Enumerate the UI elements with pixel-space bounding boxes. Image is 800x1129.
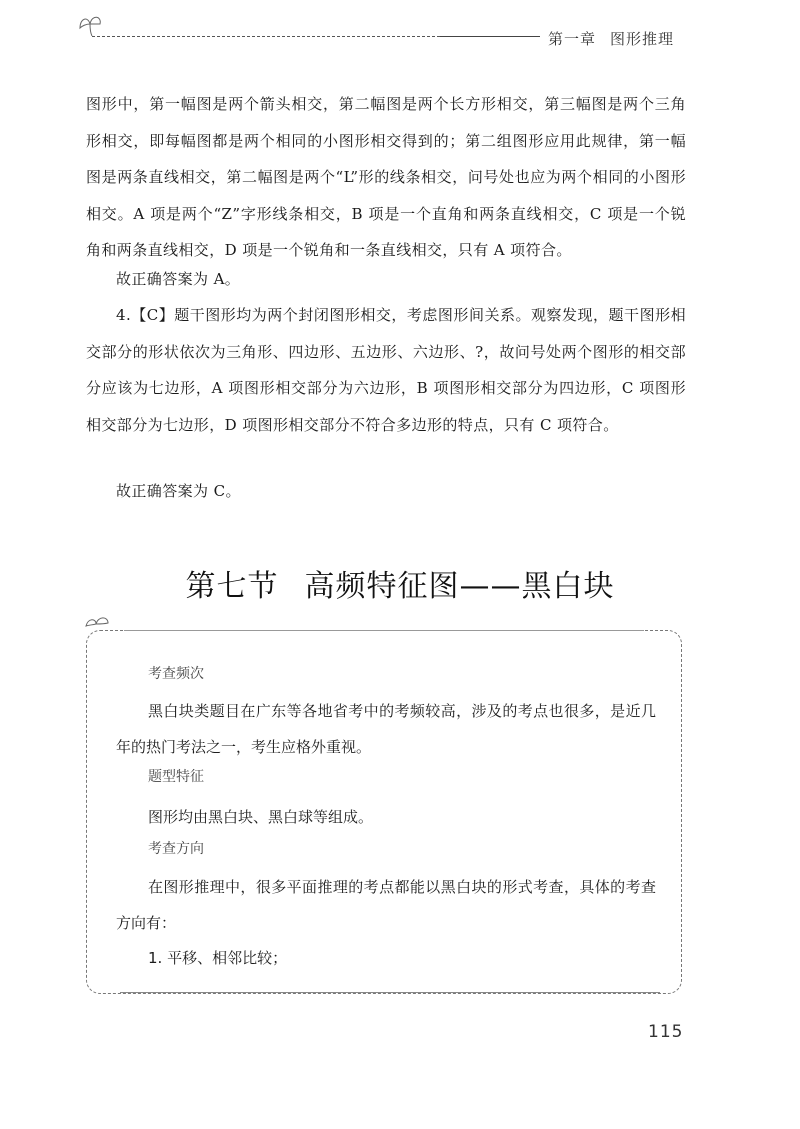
body-paragraph-question-4: 4.【C】题干图形均为两个封闭图形相交，考虑图形间关系。观察发现，题干图形相交部分的形状依次为三角形、四边形、五边形、六边形、?，故问号处两个图形的相交部分应该为七边形，A 项图形相交部分为六边形，B 项图形相交部分为四边形，C 项图形相交部分为七边形，D 项图形相交部分不符合多边形的特点，只有 C 项符合。 [86,306,686,434]
leaf-ornament-icon [76,10,106,36]
section-name: 高频特征图——黑白块 [304,568,615,604]
page-number: 115 [648,1022,684,1042]
running-head [548,28,674,49]
section-title [0,561,800,605]
running-head-title: 图形推理 [610,30,675,48]
body-paragraph-answer-a: 故正确答案为 A。 [116,270,241,288]
body-paragraph-answer-c: 故正确答案为 C。 [116,482,241,500]
box-heading-frequency: 考查频次 [148,666,204,682]
box-heading-direction: 考查方向 [148,841,204,857]
info-box-bottom-rule [120,992,660,993]
box-text-features: 图形均由黑白块、黑白球等组成。 [148,808,374,826]
box-heading-features: 题型特征 [148,769,204,785]
section-number: 第七节 [185,568,279,604]
running-head-chapter: 第一章 [548,30,597,48]
box-list-item-1: 1. 平移、相邻比较； [148,949,288,967]
box-text-frequency: 黑白块类题目在广东等各地省考中的考频较高，涉及的考点也很多，是近几年的热门考法之一，考生应格外重视。 [116,702,656,756]
body-paragraph-1: 图形中，第一幅图是两个箭头相交，第二幅图是两个长方形相交，第三幅图是两个三角形相交，即每幅图都是两个相同的小图形相交得到的；第二组图形应用此规律，第一幅图是两条直线相交，第二幅图是两个“L”形的线条相交，问号处也应为两个相同的小图形相交。A 项是两个“Z”字形线条相交，B 项是一个直角和两条直线相交，C 项是一个锐角和两条直线相交，D 项是一个锐角和一条直线相交，只有 A 项符合。 [86,95,686,259]
box-text-direction: 在图形推理中，很多平面推理的考点都能以黑白块的形式考查，具体的考查方向有： [116,878,656,932]
header-rule-solid [440,36,540,37]
info-box-top-rule [124,630,644,631]
